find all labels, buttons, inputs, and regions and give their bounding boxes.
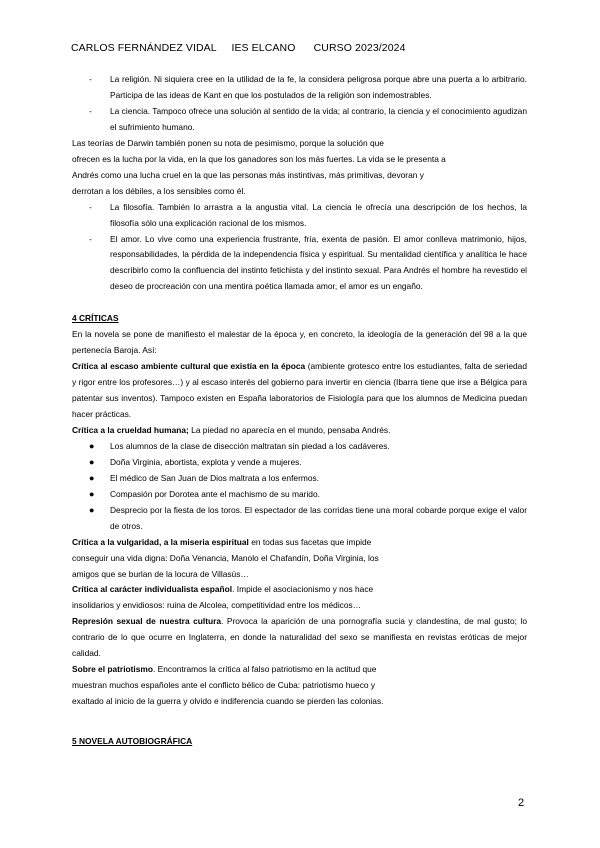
header-author: CARLOS FERNÁNDEZ VIDAL xyxy=(71,42,217,54)
list-item: ● Los alumnos de la clase de disección maltratan sin piedad a los cadáveres. xyxy=(89,440,390,451)
page-header xyxy=(71,42,406,54)
critica-crueldad-heading: Crítica a la crueldad humana; La piedad no aparecía en el mundo, pensaba Andrés. xyxy=(72,424,391,435)
list-item: - El amor. Lo vive como una experiencia frustrante, fría, exenta de pasión. El amor conlleva matrimonio, hijos, responsabilidades, la pérdida de la independencia física y espiritual. Su mentalidad científica y analítica le hace describirlo como la confluencia del instinto fetichista y del instinto sexual. Para Andrés el hombre ha revestido el deseo de procreación con una mentira poética llamada amor, el amor es un engaño. xyxy=(89,233,527,292)
darwin-paragraph: Las teorías de Darwin también ponen su nota de pesimismo, porque la solución que ofrecen es la lucha por la vida, en la que los ganadores son los más fuertes. La vida se le presenta a Andrés como una lucha cruel en la que las personas más instintivas, más primitivas, devoran y derrotan a los débiles, a los sensibles como él. xyxy=(72,137,446,196)
critica-represion-sexual-paragraph: Represión sexual de nuestra cultura. Provoca la aparición de una pornografía sucia y clandestina, de mal gusto; lo contrario de lo que ocurre en Inglaterra, en donde la naturalidad del sexo se manifiesta en revistas eróticas de mejor calidad. xyxy=(72,616,527,659)
list-item: ● Compasión por Dorotea ante el machismo de su marido. xyxy=(89,488,320,499)
criticas-intro: En la novela se pone de manifiesto el malestar de la época y, en concreto, la ideología de la generación del 98 a la que pertenecía Baroja. Así: xyxy=(72,329,527,356)
critica-vulgaridad-paragraph: Crítica a la vulgaridad, a la miseria espiritual en todas sus facetas que impide conseguir una vida digna: Doña Venancia, Manolo el Chafandín, Doña Virginia, los amigos que se burlan de la locura de Villasús… xyxy=(72,536,379,579)
bullet-list-crueldad xyxy=(72,439,527,535)
header-course: CURSO 2023/2024 xyxy=(313,42,406,54)
list-item: - La ciencia. Tampoco ofrece una solución al sentido de la vida; al contrario, la ciencia y el conocimiento agudizan el sufrimiento humano. xyxy=(89,105,527,132)
list-item: - La filosofía. También lo arrastra a la angustia vital. La ciencia le ofrecía una descripción de los hechos, la filosofía sólo una explicación racional de los mismos. xyxy=(89,201,527,228)
dash-list-philosophy-love xyxy=(72,200,527,296)
section-title-criticas: 4 CRÍTICAS xyxy=(72,313,119,324)
list-item: ● Desprecio por la fiesta de los toros. El espectador de las corridas tiene una moral cobarde porque exige el valor de otros. xyxy=(89,504,527,531)
section-title-autobiografica: 5 NOVELA AUTOBIOGRÁFICA xyxy=(72,736,193,747)
list-item: ● El médico de San Juan de Dios maltrata a los enfermos. xyxy=(89,472,320,483)
dash-list-religion-science xyxy=(72,72,527,136)
page-number: 2 xyxy=(518,797,525,809)
list-item: ● Doña Virginia, abortista, explota y vende a mujeres. xyxy=(89,456,302,467)
list-item: - La religión. Ni siquiera cree en la utilidad de la fe, la considera peligrosa porque abre una puerta a lo arbitrario. Participa de las ideas de Kant en que los postulados de la religión son indemostrables. xyxy=(89,74,527,100)
page-content xyxy=(72,72,527,750)
header-school: IES ELCANO xyxy=(231,42,296,54)
critica-ambiente-paragraph: Crítica al escaso ambiente cultural que existía en la época (ambiente grotesco entre los estudiantes, falta de seriedad y rigor entre los profesores…) y al escaso interés del gobierno para invertir en ciencia (Ibarra tiene que irse a Bélgica para patentar sus inventos). Tampoco existen en España laboratorios de Fisiología para que los alumnos de Medicina puedan hacer prácticas. xyxy=(72,361,527,419)
critica-individualismo-paragraph: Crítica al carácter individualista español. Impide el asociacionismo y nos hace insolidarios y envidiosos: ruina de Alcolea, competitividad entre los médicos… xyxy=(72,584,374,611)
critica-patriotismo-paragraph: Sobre el patriotismo. Encontramos la crítica al falso patriotismo en la actitud que muestran muchos españoles ante el conflicto bélico de Cuba: patriotismo hueco y exaltado al inicio de la guerra y olvido e indiferencia cuando se pierden las colonias. xyxy=(72,664,384,707)
